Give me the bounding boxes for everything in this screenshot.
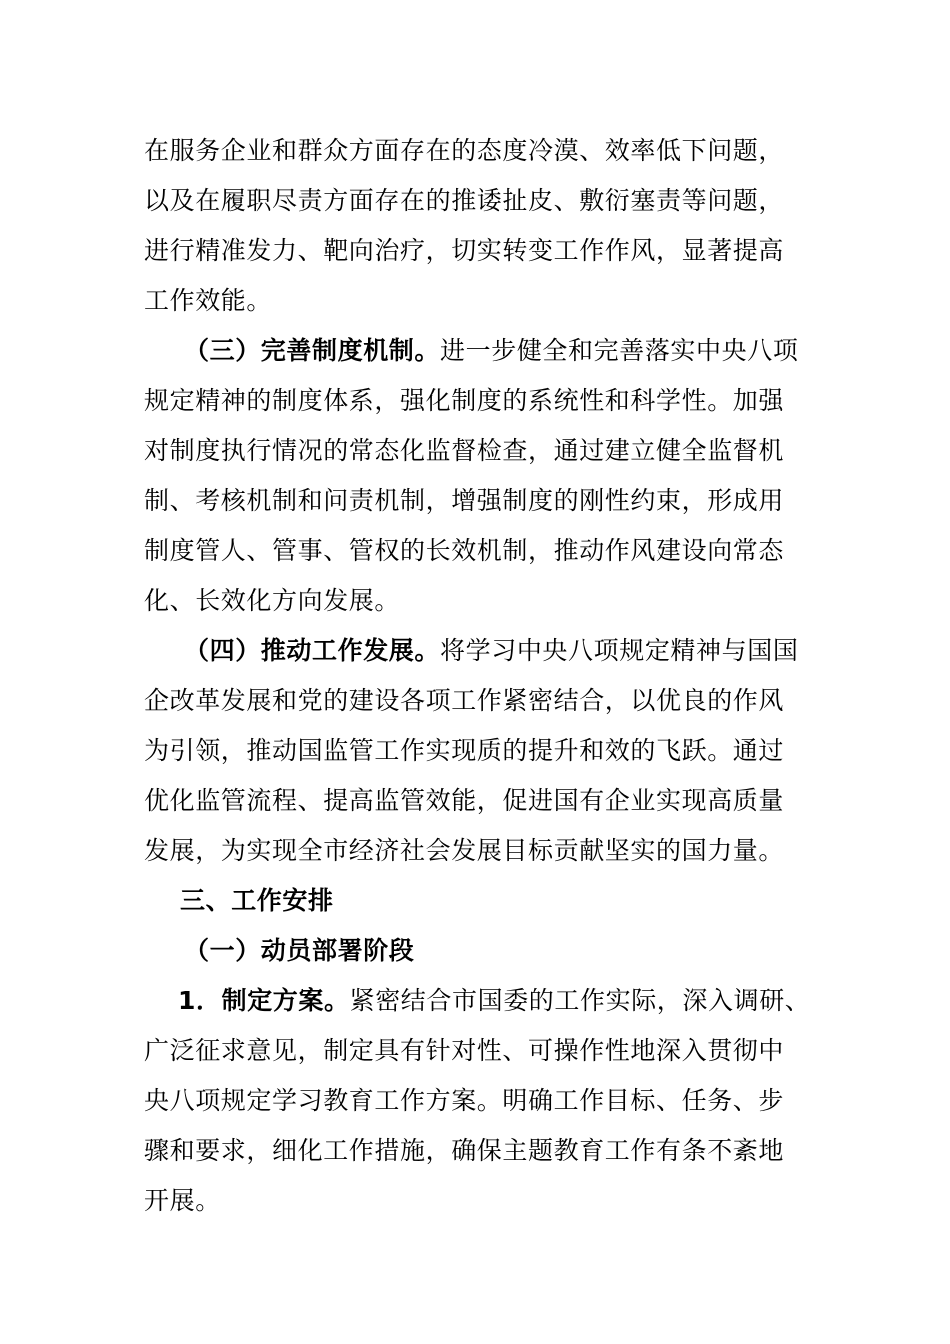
text-run: 紧密结合市国委的工作实际，深入调研、	[349, 986, 811, 1015]
section-heading: 三、工作安排	[180, 886, 334, 915]
paragraph-heading: （三）完善制度机制。	[184, 336, 441, 365]
paragraph-heading: （四）推动工作发展。	[184, 636, 441, 665]
sub-heading: （一）动员部署阶段	[184, 936, 415, 965]
text-run: 将学习中央八项规定精神与国国	[440, 636, 799, 665]
paragraph-continuation	[144, 126, 810, 326]
text-line: 优化监管流程、提高监管效能，促进国有企业实现高质量	[144, 786, 785, 815]
text-line: 进行精准发力、靶向治疗，切实转变工作作风，显著提高	[144, 236, 785, 265]
document-body	[144, 126, 810, 1226]
paragraph-improve-system	[144, 326, 810, 626]
paragraph-promote-work	[144, 626, 810, 876]
text-line: 骤和要求，细化工作措施，确保主题教育工作有条不紊地	[144, 1136, 785, 1165]
text-line: 发展，为实现全市经济社会发展目标贡献坚实的国力量。	[144, 836, 785, 865]
text-line: 化、长效化方向发展。	[144, 586, 401, 615]
text-line: 为引领，推动国监管工作实现质的提升和效的飞跃。通过	[144, 736, 785, 765]
text-run: 进一步健全和完善落实中央八项	[440, 336, 799, 365]
text-line: 制度管人、管事、管权的长效机制，推动作风建设向常态	[144, 536, 785, 565]
paragraph-heading: 1．制定方案。	[178, 986, 350, 1015]
paragraph-make-plan	[144, 976, 810, 1226]
text-line: 央八项规定学习教育工作方案。明确工作目标、任务、步	[144, 1086, 785, 1115]
text-line: 对制度执行情况的常态化监督检查，通过建立健全监督机	[144, 436, 785, 465]
text-line	[144, 976, 810, 1026]
text-line: 在服务企业和群众方面存在的态度冷漠、效率低下问题，	[144, 136, 785, 165]
text-line: 工作效能。	[144, 286, 273, 315]
text-line: 规定精神的制度体系，强化制度的系统性和科学性。加强	[144, 386, 785, 415]
text-line: 以及在履职尽责方面存在的推诿扯皮、敷衍塞责等问题，	[144, 186, 785, 215]
text-line	[144, 326, 810, 376]
text-line	[144, 626, 810, 676]
text-line: 制、考核机制和问责机制，增强制度的刚性约束，形成用	[144, 486, 785, 515]
text-line: 开展。	[144, 1186, 221, 1215]
text-line: 企改革发展和党的建设各项工作紧密结合，以优良的作风	[144, 686, 785, 715]
text-line: 广泛征求意见，制定具有针对性、可操作性地深入贯彻中	[144, 1036, 785, 1065]
